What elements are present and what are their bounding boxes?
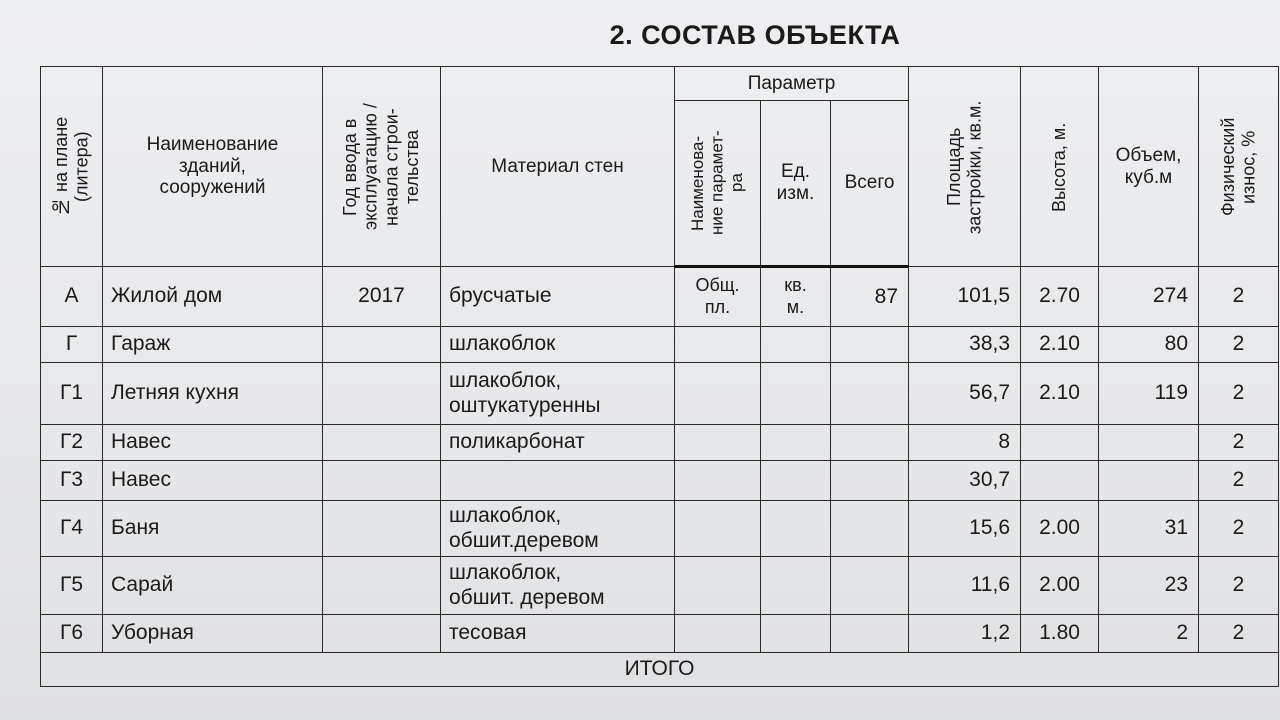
cell-name: Уборная bbox=[103, 615, 323, 653]
cell-volume bbox=[1099, 425, 1199, 461]
cell-param-unit bbox=[761, 363, 831, 425]
header-height: Высота, м. bbox=[1021, 67, 1099, 267]
total-label: ИТОГО bbox=[41, 653, 1279, 687]
table-row bbox=[41, 557, 1279, 615]
table-row bbox=[41, 425, 1279, 461]
cell-wear: 2 bbox=[1199, 363, 1279, 425]
cell-name: Жилой дом bbox=[103, 267, 323, 327]
cell-param-total bbox=[831, 363, 909, 425]
table-row bbox=[41, 501, 1279, 557]
cell-wear: 2 bbox=[1199, 615, 1279, 653]
header-name: Наименование зданий, сооружений bbox=[103, 67, 323, 267]
cell-name: Навес bbox=[103, 425, 323, 461]
cell-param-total bbox=[831, 461, 909, 501]
cell-num: Г2 bbox=[41, 425, 103, 461]
header-material: Материал стен bbox=[441, 67, 675, 267]
cell-area: 1,2 bbox=[909, 615, 1021, 653]
cell-param-total bbox=[831, 615, 909, 653]
cell-wear: 2 bbox=[1199, 557, 1279, 615]
object-composition-table bbox=[40, 66, 1279, 687]
cell-material: поликарбонат bbox=[441, 425, 675, 461]
cell-area: 101,5 bbox=[909, 267, 1021, 327]
cell-material: брусчатые bbox=[441, 267, 675, 327]
cell-param-unit bbox=[761, 501, 831, 557]
cell-volume bbox=[1099, 461, 1199, 501]
cell-year bbox=[323, 425, 441, 461]
cell-year bbox=[323, 615, 441, 653]
cell-num: Г4 bbox=[41, 501, 103, 557]
cell-height: 2.70 bbox=[1021, 267, 1099, 327]
cell-num: Г bbox=[41, 327, 103, 363]
cell-material: шлакоблок bbox=[441, 327, 675, 363]
cell-wear: 2 bbox=[1199, 267, 1279, 327]
cell-volume: 119 bbox=[1099, 363, 1199, 425]
cell-param-total: 87 bbox=[831, 267, 909, 327]
cell-area: 56,7 bbox=[909, 363, 1021, 425]
cell-height: 2.10 bbox=[1021, 363, 1099, 425]
cell-name: Летняя кухня bbox=[103, 363, 323, 425]
cell-volume: 2 bbox=[1099, 615, 1199, 653]
cell-year: 2017 bbox=[323, 267, 441, 327]
cell-year bbox=[323, 363, 441, 425]
cell-num: А bbox=[41, 267, 103, 327]
cell-param-unit bbox=[761, 461, 831, 501]
header-wear: Физический износ, % bbox=[1199, 67, 1279, 267]
cell-param-unit bbox=[761, 615, 831, 653]
cell-height bbox=[1021, 425, 1099, 461]
cell-param-name bbox=[675, 461, 761, 501]
cell-year bbox=[323, 557, 441, 615]
cell-param-name bbox=[675, 327, 761, 363]
cell-param-unit bbox=[761, 327, 831, 363]
header-year: Год ввода в эксплуатацию / начала строи- тельства bbox=[323, 67, 441, 267]
header-param: Параметр bbox=[675, 67, 909, 101]
cell-param-total bbox=[831, 327, 909, 363]
cell-volume: 80 bbox=[1099, 327, 1199, 363]
cell-param-total bbox=[831, 557, 909, 615]
cell-param-unit bbox=[761, 557, 831, 615]
cell-year bbox=[323, 461, 441, 501]
cell-volume: 23 bbox=[1099, 557, 1199, 615]
cell-param-name: Общ. пл. bbox=[675, 267, 761, 327]
cell-param-unit bbox=[761, 425, 831, 461]
cell-height: 2.10 bbox=[1021, 327, 1099, 363]
cell-param-name bbox=[675, 363, 761, 425]
cell-name: Гараж bbox=[103, 327, 323, 363]
cell-param-unit: кв. м. bbox=[761, 267, 831, 327]
cell-num: Г3 bbox=[41, 461, 103, 501]
cell-param-name bbox=[675, 557, 761, 615]
total-row bbox=[41, 653, 1279, 687]
table-row bbox=[41, 615, 1279, 653]
cell-wear: 2 bbox=[1199, 327, 1279, 363]
cell-name: Баня bbox=[103, 501, 323, 557]
table-row bbox=[41, 327, 1279, 363]
cell-material: шлакоблок, оштукатуренны bbox=[441, 363, 675, 425]
table-row bbox=[41, 363, 1279, 425]
cell-area: 11,6 bbox=[909, 557, 1021, 615]
cell-wear: 2 bbox=[1199, 425, 1279, 461]
header-area: Площадь застройки, кв.м. bbox=[909, 67, 1021, 267]
header-param-total: Всего bbox=[831, 101, 909, 267]
header-num: № на плане (литера) bbox=[41, 67, 103, 267]
cell-volume: 31 bbox=[1099, 501, 1199, 557]
cell-area: 38,3 bbox=[909, 327, 1021, 363]
cell-name: Навес bbox=[103, 461, 323, 501]
cell-height: 2.00 bbox=[1021, 557, 1099, 615]
cell-material: шлакоблок, обшит.деревом bbox=[441, 501, 675, 557]
cell-area: 15,6 bbox=[909, 501, 1021, 557]
page-title: 2. СОСТАВ ОБЪЕКТА bbox=[609, 20, 901, 50]
cell-num: Г5 bbox=[41, 557, 103, 615]
cell-area: 8 bbox=[909, 425, 1021, 461]
cell-area: 30,7 bbox=[909, 461, 1021, 501]
cell-wear: 2 bbox=[1199, 501, 1279, 557]
header-volume: Объем, куб.м bbox=[1099, 67, 1199, 267]
cell-material bbox=[441, 461, 675, 501]
cell-param-name bbox=[675, 501, 761, 557]
cell-param-total bbox=[831, 501, 909, 557]
header-param-name: Наименова- ние парамет- ра bbox=[675, 101, 761, 267]
cell-material: шлакоблок, обшит. деревом bbox=[441, 557, 675, 615]
cell-param-name bbox=[675, 615, 761, 653]
table-row bbox=[41, 267, 1279, 327]
table-row bbox=[41, 461, 1279, 501]
header-param-unit: Ед. изм. bbox=[761, 101, 831, 267]
cell-num: Г1 bbox=[41, 363, 103, 425]
cell-height: 1.80 bbox=[1021, 615, 1099, 653]
cell-num: Г6 bbox=[41, 615, 103, 653]
cell-param-name bbox=[675, 425, 761, 461]
cell-year bbox=[323, 327, 441, 363]
cell-wear: 2 bbox=[1199, 461, 1279, 501]
cell-material: тесовая bbox=[441, 615, 675, 653]
cell-year bbox=[323, 501, 441, 557]
cell-name: Сарай bbox=[103, 557, 323, 615]
cell-volume: 274 bbox=[1099, 267, 1199, 327]
cell-param-total bbox=[831, 425, 909, 461]
cell-height: 2.00 bbox=[1021, 501, 1099, 557]
cell-height bbox=[1021, 461, 1099, 501]
